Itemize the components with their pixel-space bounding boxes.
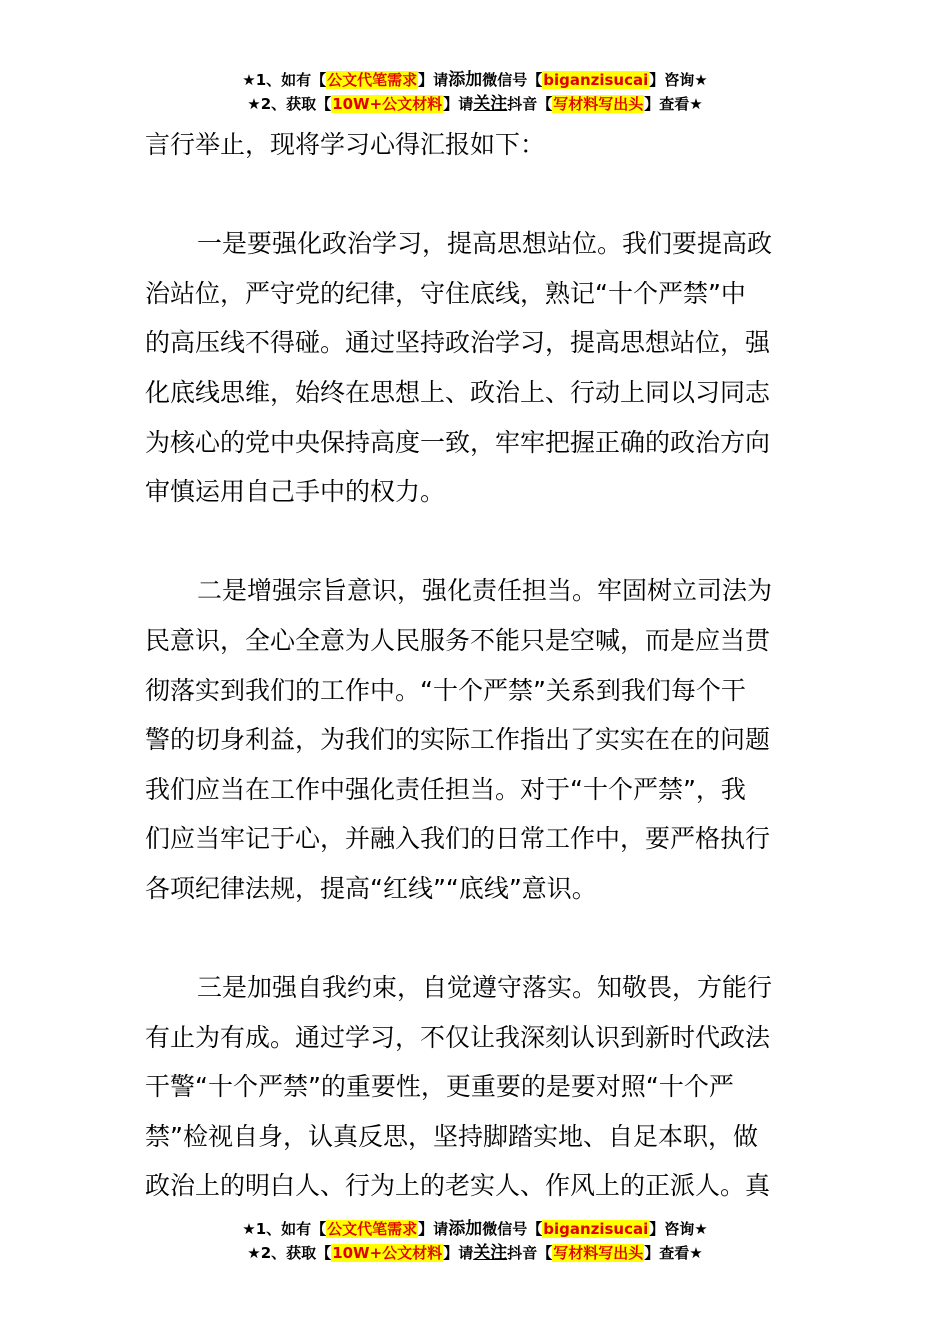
body-line: 民意识，全心全意为人民服务不能只是空喊，而是应当贯 [145, 625, 771, 655]
highlight-douyin-account: 写材料写出头 [553, 1244, 644, 1262]
body-line: 言行举止，现将学习心得汇报如下： [145, 130, 546, 159]
body-line: 我们应当在工作中强化责任担当。对于“十个严禁”，我 [145, 774, 746, 804]
banner-line-2: ★2、获取【10W+公文材料】请关注抖音【写材料写出头】查看★ [247, 94, 703, 114]
body-line: 干警“十个严禁”的重要性，更重要的是要对照“十个严 [145, 1072, 734, 1102]
header-banner [0, 68, 950, 116]
body-line: 禁”检视自身，认真反思，坚持脚踏实地、自足本职，做 [145, 1121, 758, 1151]
banner-line-2: ★2、获取【10W+公文材料】请关注抖音【写材料写出头】查看★ [247, 1243, 703, 1263]
body-line: 治站位，严守党的纪律，守住底线，熟记“十个严禁”中 [145, 278, 746, 308]
paragraph-1-first-line: 一是要强化政治学习，提高思想站位。我们要提高政 [197, 229, 773, 259]
highlight-materials: 10W+公文材料 [332, 1244, 443, 1262]
highlight-wechat-id: biganzisucai [543, 71, 649, 89]
body-line: 政治上的明白人、行为上的老实人、作风上的正派人。真 [145, 1171, 771, 1201]
footer-banner [0, 1217, 950, 1265]
highlight-writing-service: 公文代笔需求 [327, 71, 418, 89]
body-line: 各项纪律法规，提高“红线”“底线”意识。 [145, 873, 597, 903]
banner-line-1: ★1、如有【公文代笔需求】请添加微信号【biganzisucai】咨询★ [242, 1219, 708, 1239]
highlight-writing-service: 公文代笔需求 [327, 1220, 418, 1238]
highlight-douyin-account: 写材料写出头 [553, 95, 644, 113]
body-line: 彻落实到我们的工作中。“十个严禁”关系到我们每个干 [145, 675, 746, 705]
banner-line-1: ★1、如有【公文代笔需求】请添加微信号【biganzisucai】咨询★ [242, 70, 708, 90]
body-line: 们应当牢记于心，并融入我们的日常工作中，要严格执行 [145, 824, 771, 854]
body-line: 的高压线不得碰。通过坚持政治学习，提高思想站位，强 [145, 328, 771, 358]
highlight-wechat-id: biganzisucai [543, 1220, 649, 1238]
paragraph-2-first-line: 二是增强宗旨意识，强化责任担当。牢固树立司法为 [197, 576, 773, 606]
highlight-materials: 10W+公文材料 [332, 95, 443, 113]
body-line: 审慎运用自己手中的权力。 [145, 477, 446, 507]
body-line: 为核心的党中央保持高度一致，牢牢把握正确的政治方向 [145, 427, 771, 457]
body-line: 警的切身利益，为我们的实际工作指出了实实在在的问题 [145, 725, 771, 755]
document-body [145, 120, 810, 1211]
body-line: 有止为有成。通过学习，不仅让我深刻认识到新时代政法 [145, 1022, 771, 1052]
body-line: 化底线思维，始终在思想上、政治上、行动上同以习同志 [145, 377, 771, 407]
paragraph-3-first-line: 三是加强自我约束，自觉遵守落实。知敬畏，方能行 [197, 973, 773, 1003]
